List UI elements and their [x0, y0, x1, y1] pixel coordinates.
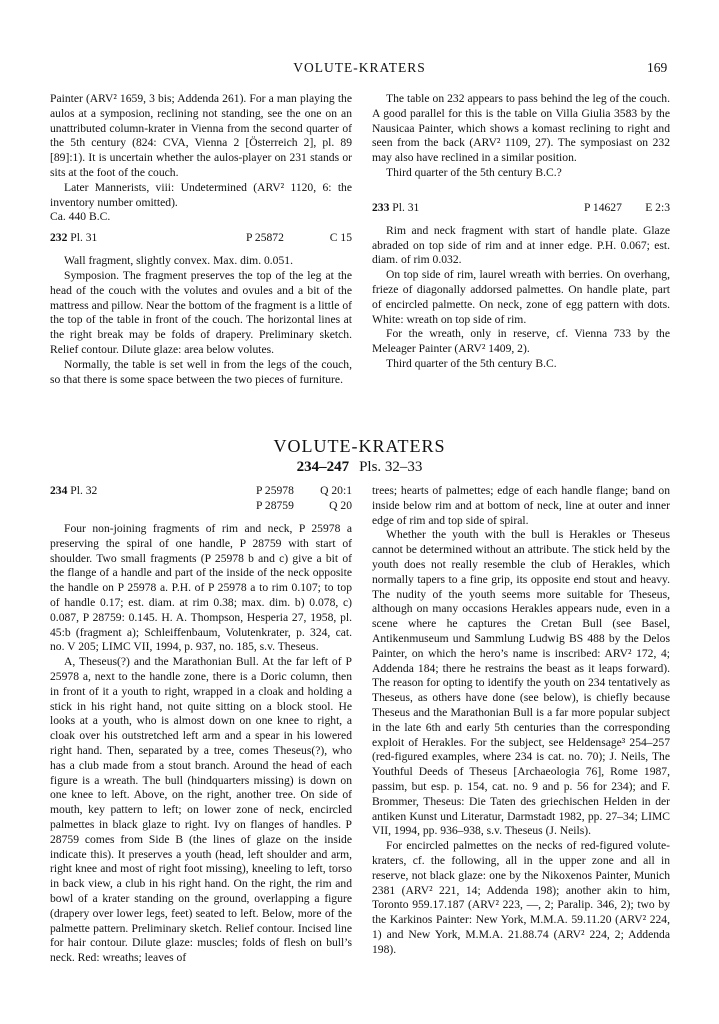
paragraph: Normally, the table is set well in from the legs of the couch, so that there is some space between the two pieces of furniture. [50, 357, 352, 386]
entry-number: 234 [50, 484, 68, 497]
plate-ref: Pl. 32 [70, 484, 98, 497]
entry-number: 233 [372, 200, 390, 214]
date-line: Third quarter of the 5th century B.C.? [386, 165, 562, 179]
entry-number: 232 [50, 231, 68, 245]
inventory-number: P 28759 [256, 499, 294, 512]
paragraph: The table on 232 appears to pass behind the leg of the couch. A good parallel for this is the table on Villa Giulia 3583 by the Nausicaa Painter, which shows a komast reclining to right and seen from the back (ARV² 1109, 27). The symposiast on 232 may also have reclined in a similar position. [372, 92, 670, 165]
deposit-location: Q 20 [329, 499, 352, 512]
bottom-right-column [372, 484, 670, 958]
plate-ref: Pl. 31 [392, 200, 420, 214]
entry-heading-234 [50, 484, 352, 499]
section-subtitle [0, 459, 719, 476]
top-left-column [50, 92, 352, 387]
paragraph: Wall fragment, slightly convex. Max. dim. 0.051. [64, 254, 293, 268]
catalogue-range: 234–247 [296, 459, 350, 475]
bottom-left-column [50, 484, 352, 966]
paragraph: Later Mannerists, viii: Undetermined (ARV² 1120, 6: the inventory number omitted). [50, 180, 352, 209]
deposit-location: E 2:3 [645, 200, 670, 214]
page-number: 169 [647, 60, 668, 75]
date-line: Third quarter of the 5th century B.C. [386, 356, 557, 370]
paragraph: A, Theseus(?) and the Marathonian Bull. At the far left of P 25978 a, next to the handle zone, there is a Doric column, then in front of it a youth to right, wrapped in a cloak and holding a stick in his right hand, not quite sitting on a block stool. He looks at a youth, who is almost down on one knee to right, a cloak over his outstretched left arm and a spear in his lowered right hand. Then, separated by a tree, comes Theseus(?), who has a club made from a stout branch. Around the head of each figure is a wreath. The bull (hindquarters missing) is down on one knee to left. Above, on the right, another tree. On side of mouth, key pattern to left; on lower zone of neck, encircled palmettes in black glaze to right. Ivy on flanges of handles. P 28759 comes from Side B (the lines of glaze on the inside indicate this). It preserves a youth (head, left shoulder and arm, right knee and most of right foot missing), kneeling to left, torso in back view, a club in his right hand. On the right, the rim and bowl of a krater standing on the ground, overlapping a figure (drapery over lower legs, feet) seated to left. Below, more of the palmette pattern. Preliminary sketch. Relief contour. Incised line for hair contour. Dilute glaze: muscles; folds of flesh on bull’s neck. Red: wreaths; leaves of [50, 655, 352, 965]
date-line: Ca. 440 B.C. [50, 210, 111, 224]
paragraph: Painter (ARV² 1659, 3 bis; Addenda 261). For a man playing the aulos at a symposion, reclining not standing, see the one on an unattributed column-krater in Vienna from the second quarter of the 5th century (824: CVA, Vienna 2 [Österreich 2], pl. 89 [89]:1). It is uncertain whether the aulos-player on 231 stands or sits at the foot of the couch. [50, 92, 352, 179]
deposit-location: C 15 [329, 231, 352, 245]
deposit-location: Q 20:1 [320, 484, 352, 497]
entry-heading-232 [50, 231, 352, 246]
plates-ref: Pls. 32–33 [359, 459, 423, 475]
inventory-number: P 14627 [584, 200, 622, 214]
paragraph: Whether the youth with the bull is Herakles or Theseus cannot be determined without an attribute. The stick held by the youth does not really resemble the club of Herakles, which normally tapers to a fine grip, its opposite end stout and heavy. The nudity of the youth seems more suitable for Theseus, although on many occasions Herakles appears nude, even in a scene where he captures the Cretan Bull (see Basel, Antikenmuseum und Sammlung Ludwig BS 488 by the Delos Painter, on which the hero’s name is inscribed: ARV² 172, 4; Addenda 184; there he restrains the beast as it leaps forward). The reason for opting to identify the youth on 234 tentatively as Theseus, as others have done (see below), is chiefly because Theseus and the Marathonian Bull is a far more popular subject in the late 6th and early 5th centuries than the corresponding exploit of Herakles. For the subject, see Heldensage³ 254–257 (red-figured examples, where 234 is cat. no. 70); J. Neils, The Youthful Deeds of Theseus [Archaeologia 76], Rome 1987, passim, but esp. p. 154, cat. no. 9 and p. 56 for 234); and F. Brommer, Theseus: Die Taten des griechischen Helden in der antiken Kunst und Literatur, Darmstadt 1982, pp. 27–34; LIMC VII, 1994, pp. 936–938, s.v. Theseus (J. Neils). [372, 528, 670, 838]
entry-heading-234-second [50, 499, 352, 514]
paragraph: Rim and neck fragment with start of handle plate. Glaze abraded on top side of rim and at inner edge. P.H. 0.067; est. diam. of rim 0.032. [372, 223, 670, 267]
paragraph: For encircled palmettes on the necks of red-figured volute-kraters, cf. the following, all in the upper zone and all in reserve, not black glaze: one by the Nikoxenos Painter, Munich 2381 (ARV² 221, 14; Addenda 198); another akin to him, Toronto 959.17.187 (ARV² 223, —, 2; Paralip. 346, 2); two by the Karkinos Painter: New York, M.M.A. 59.11.20 (ARV² 224, 1) and New York, M.M.A. 21.88.74 (ARV² 224, 2; Addenda 198). [372, 839, 670, 956]
section-title: VOLUTE-KRATERS [273, 436, 446, 456]
paragraph: trees; hearts of palmettes; edge of each handle flange; band on inside below rim and at bottom of neck, line at outer and inner edge of rim and top side of spiral. [372, 484, 670, 527]
running-title: VOLUTE-KRATERS [293, 60, 426, 75]
paragraph: For the wreath, only in reserve, cf. Vienna 733 by the Meleager Painter (ARV² 1409, 2). [372, 327, 670, 356]
paragraph: Four non-joining fragments of rim and neck, P 25978 a preserving the spiral of one handle, P 28759 with start of shoulder. Two small fragments (P 25978 b and c) give a bit of the flange of a handle and part of the inside of the neck opposite the handle on P 25978 a. P.H. of P 25978 a to rim 0.107; to top of handle 0.17; est. diam. at rim 0.38; max. dim. b) 0.078, c) 0.087, P 28759: 0.145. H. A. Thompson, Hesperia 27, 1958, pl. 45:b (fragment a); Schleiffenbaum, Volutenkrater, p. 324, cat. no. V 205; LIMC VII, 1994, p. 937, no. 185, s.v. Theseus. [50, 522, 352, 654]
plate-ref: Pl. 31 [70, 231, 98, 245]
inventory-number: P 25872 [246, 231, 284, 245]
entry-heading-233 [372, 201, 670, 216]
inventory-number: P 25978 [256, 484, 294, 497]
top-right-column [372, 92, 670, 372]
paragraph: On top side of rim, laurel wreath with berries. On overhang, frieze of diagonally addorsed palmettes. On handle plate, part of encircled palmette. On neck, zone of egg pattern with dots. White: wreath on top side of rim. [372, 268, 670, 326]
paragraph: Symposion. The fragment preserves the top of the leg at the head of the couch with the volutes and ovules and a bit of the mattress and pillow. Near the bottom of the fragment is a little of the top of the table in front of the couch. The horizontal lines at the right break may be folds of drapery. Preliminary sketch. Relief contour. Dilute glaze: area below volutes. [50, 268, 352, 356]
